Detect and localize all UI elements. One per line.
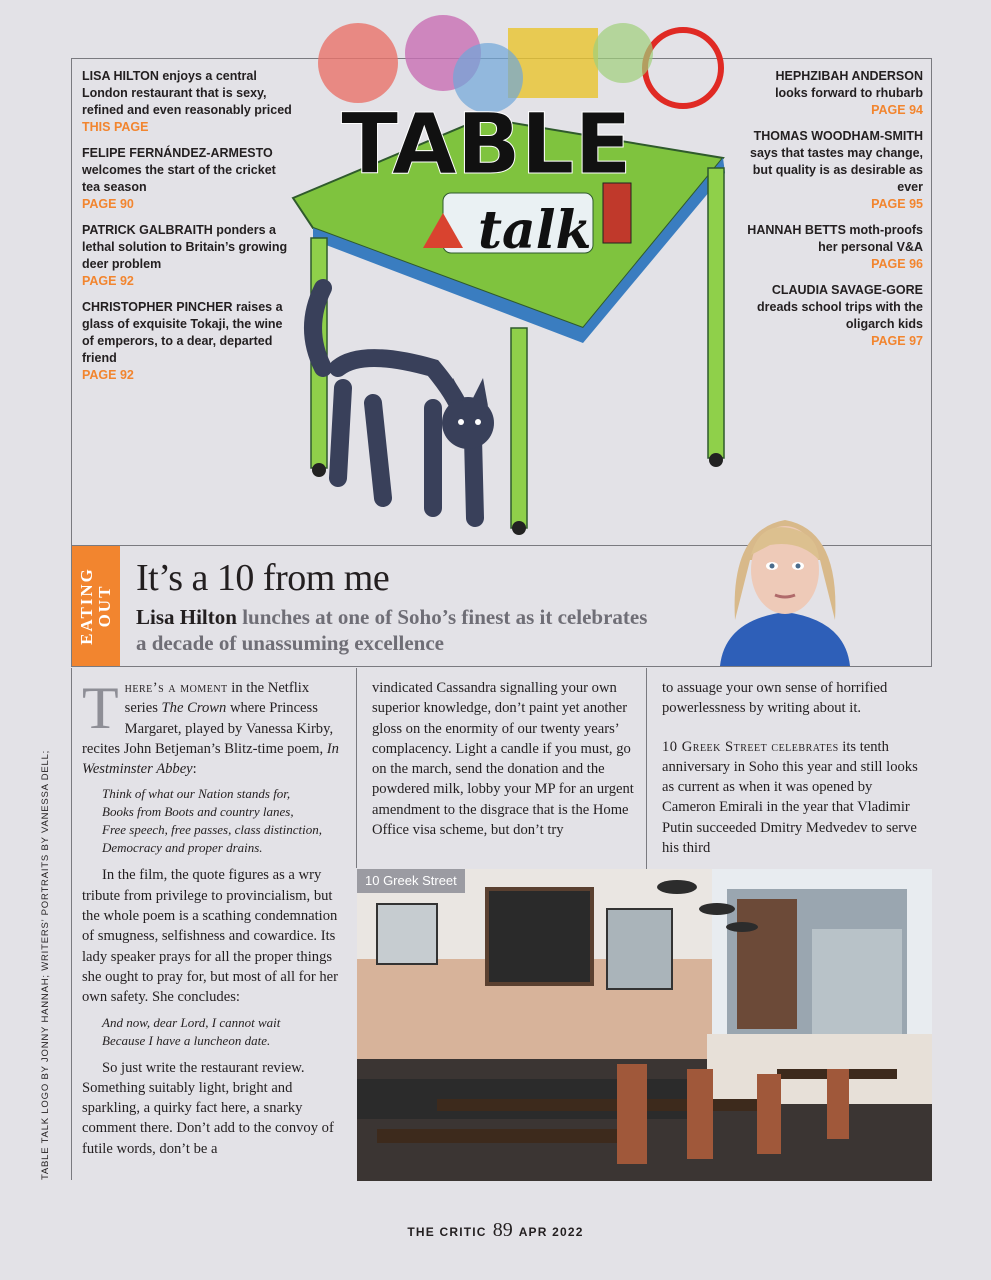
contents-blurb: dreads school trips with the oligarch kids <box>757 300 923 331</box>
contents-entry <box>745 282 923 350</box>
standfirst-author: Lisa Hilton <box>136 605 237 629</box>
contents-blurb: ponders a lethal solution to Britain’s growing deer problem <box>82 223 288 271</box>
contents-page-ref[interactable]: PAGE 95 <box>871 197 923 211</box>
contents-blurb: moth-proofs her personal V&A <box>818 223 923 254</box>
poem-quote-1 <box>102 785 341 857</box>
body-text: in the Netflix series <box>124 680 310 717</box>
contents-list-left <box>82 68 292 393</box>
poem-line: And now, dear Lord, I cannot wait <box>102 1014 281 1030</box>
contents-page-ref[interactable]: PAGE 92 <box>82 274 134 288</box>
contents-writer-name: HEPHZIBAH ANDERSON <box>775 69 923 83</box>
column-rule <box>356 668 357 868</box>
contents-page-ref[interactable]: THIS PAGE <box>82 120 149 134</box>
page-footer <box>0 1219 991 1242</box>
page-number: 89 <box>492 1219 513 1241</box>
poem-line: Free speech, free passes, class distinction, <box>102 822 322 838</box>
contents-entry <box>82 222 292 290</box>
poem-line: Think of what our Nation stands for, <box>102 786 291 802</box>
contents-list-right <box>745 68 923 359</box>
contents-entry <box>745 128 923 213</box>
lead-in: here’s a moment <box>124 680 228 696</box>
contents-entry <box>82 299 292 384</box>
poem-line: Democracy and proper drains. <box>102 840 263 856</box>
section-label-line1: EATING <box>77 567 96 645</box>
magazine-name: THE CRITIC <box>407 1225 487 1239</box>
body-paragraph: to assuage your own sense of horrified powerlessness by writing about it. <box>662 680 888 717</box>
body-paragraph: vindicated Cassandra signalling your own superior knowledge, don’t paint yet another gloss on the enormity of our twenty years’ complacency. Light a candle if you must, go on the march, send the donation and the powdered milk, lobby your MP for an urgent amendment to the disgrace that is the Home Office visa scheme, but don’t try <box>372 680 634 839</box>
section-tab <box>72 546 120 666</box>
contents-writer-line <box>745 68 923 102</box>
image-credit: TABLE TALK LOGO BY JONNY HANNAH; WRITERS’ PORTRAITS BY VANESSA DELL; <box>40 749 51 1180</box>
contents-page-ref[interactable]: PAGE 97 <box>871 334 923 348</box>
contents-writer-line <box>745 222 923 256</box>
drop-cap: T <box>82 675 119 741</box>
section-label-line2: OUT <box>95 584 114 628</box>
contents-page-ref[interactable]: PAGE 90 <box>82 197 134 211</box>
table-logo-text: TABLE <box>341 95 632 193</box>
talk-logo-text: talk <box>478 200 592 261</box>
article-column-3 <box>662 678 924 864</box>
body-paragraph: So just write the restaurant review. Something suitably light, bright and sparkling, a quirky fact here, a snarky comment there. Don’t add to the convoy of futile words, don’t be a <box>82 1059 334 1157</box>
article-column-1 <box>82 675 341 1165</box>
contents-writer-line <box>82 222 292 273</box>
contents-entry <box>82 68 292 136</box>
standfirst <box>136 604 656 656</box>
contents-entry <box>745 68 923 119</box>
contents-page-ref[interactable]: PAGE 96 <box>871 257 923 271</box>
restaurant-photo <box>357 869 932 1181</box>
article-column-2 <box>372 678 634 846</box>
body-text: its tenth anniversary in Soho this year and still looks as current as when it was opened by Cameron Emirali in the year that Vladimir Putin succeeded Dmitry Medvedev to serve his third <box>662 738 918 857</box>
poem-line: Because I have a luncheon date. <box>102 1032 271 1048</box>
poem-quote-2 <box>102 1014 341 1050</box>
contents-writer-line <box>82 299 292 367</box>
contents-writer-name: CHRISTOPHER PINCHER <box>82 300 233 314</box>
contents-writer-name: LISA HILTON <box>82 69 159 83</box>
contents-writer-name: CLAUDIA SAVAGE-GORE <box>771 283 923 297</box>
article-header <box>71 546 932 667</box>
body-paragraph: In the film, the quote figures as a wry tribute from privilege to provincialism, but the whole poem is a scathing condemnation of smugness, selfishness and cowardice. Its lady speaker prays for all the proper things she ought to pray for, but most of all for her own safety. She concludes: <box>82 867 338 1006</box>
contents-writer-name: THOMAS WOODHAM-SMITH <box>753 129 923 143</box>
lead-in: 10 Greek Street celebrates <box>662 738 839 755</box>
contents-entry <box>745 222 923 273</box>
contents-blurb: raises a glass of exquisite Tokaji, the wine of emperors, to a dear, departed friend <box>82 300 283 365</box>
series-title: The Crown <box>161 700 227 717</box>
contents-writer-name: PATRICK GALBRAITH <box>82 223 213 237</box>
body-text: : <box>192 761 197 778</box>
contents-page-ref[interactable]: PAGE 94 <box>871 103 923 117</box>
contents-writer-name: HANNAH BETTS <box>747 223 846 237</box>
contents-blurb: says that tastes may change, but quality is as desirable as ever <box>750 146 923 194</box>
poem-title: In Westminster Abbey <box>82 740 339 778</box>
contents-entry <box>82 145 292 213</box>
photo-caption: 10 Greek Street <box>357 869 465 893</box>
standfirst-text: lunches at one of Soho’s finest as it celebrates a decade of unassuming excellence <box>136 605 648 655</box>
table-talk-illustration <box>283 8 733 538</box>
poem-line: Books from Boots and country lanes, <box>102 804 294 820</box>
contents-blurb: looks forward to rhubarb <box>775 86 923 100</box>
contents-writer-line <box>82 68 292 119</box>
contents-writer-line <box>82 145 292 196</box>
contents-writer-line <box>745 282 923 333</box>
contents-writer-name: FELIPE FERNÁNDEZ-ARMESTO <box>82 146 273 160</box>
issue-date: APR 2022 <box>518 1225 584 1239</box>
headline: It’s a 10 from me <box>136 557 390 599</box>
contents-blurb: enjoys a central London restaurant that is sexy, refined and even reasonably priced <box>82 69 292 117</box>
contents-blurb: welcomes the start of the cricket tea season <box>82 163 276 194</box>
body-text: where Princess Margaret, played by Vanessa Kirby, recites John Betjeman’s Blitz-time poem, <box>82 700 334 757</box>
contents-page-ref[interactable]: PAGE 92 <box>82 368 134 382</box>
contents-writer-line <box>745 128 923 196</box>
column-rule <box>71 668 72 1180</box>
writer-portrait <box>700 500 870 666</box>
